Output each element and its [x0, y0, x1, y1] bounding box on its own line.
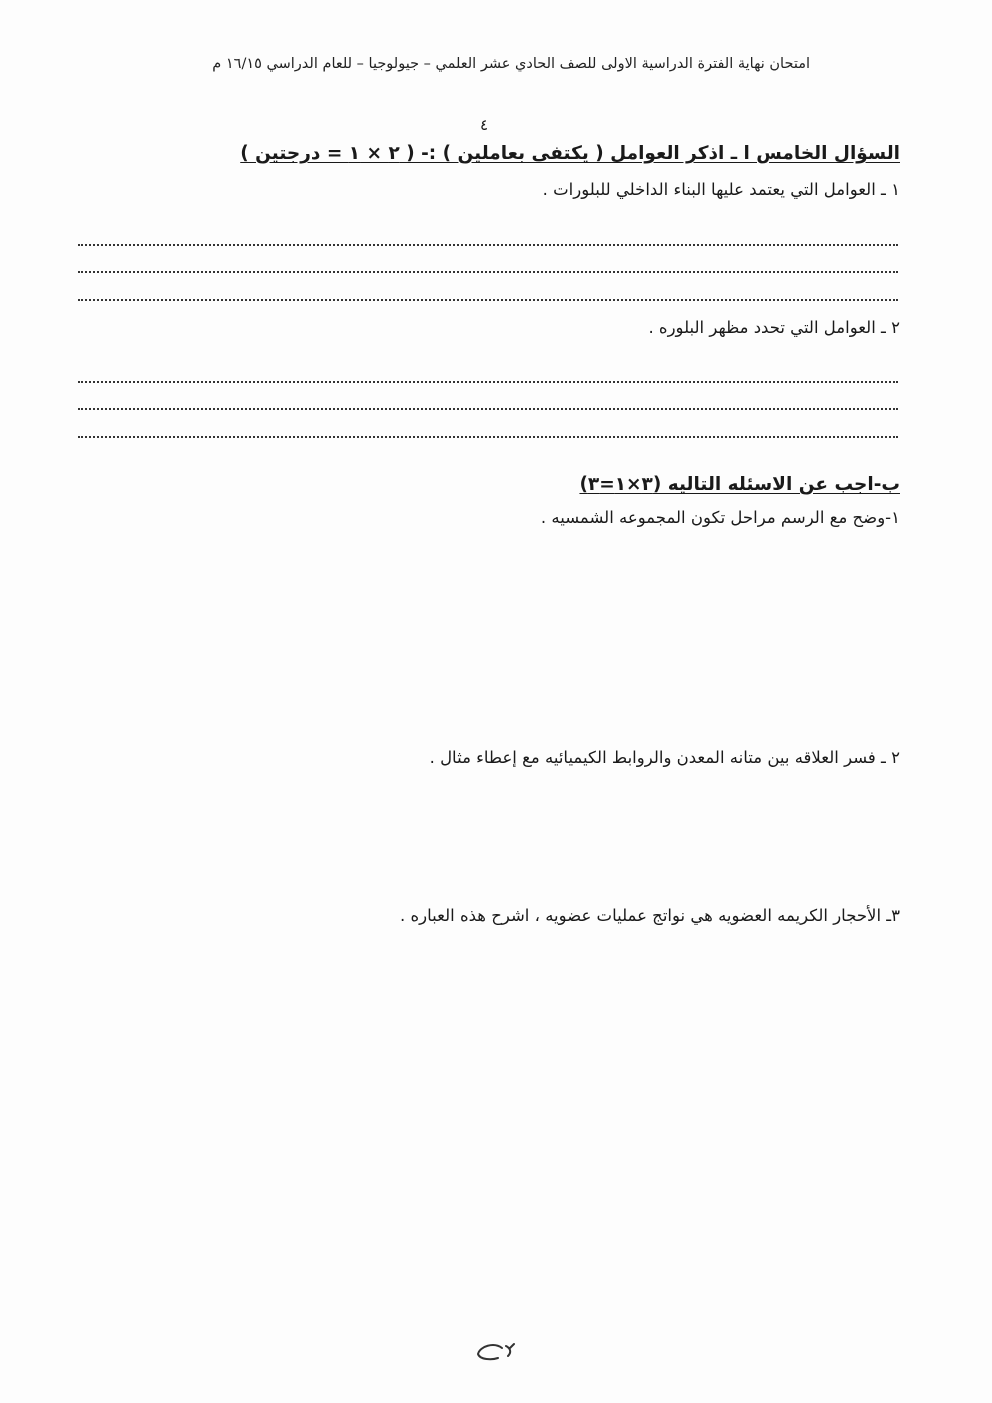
partB-item-1: ١-وضح مع الرسم مراحل تكون المجموعه الشمسيه .: [540, 508, 900, 527]
page-number: ٤: [480, 116, 489, 134]
partB-title: ب-اجب عن الاسئله التاليه (٣×١=٣): [579, 474, 900, 495]
question5-item-1: ١ ـ العوامل التي يعتمد عليها البناء الداخلي للبلورات .: [542, 180, 900, 199]
answer-line: [78, 408, 898, 410]
answer-line: [78, 244, 898, 246]
answer-line: [78, 381, 898, 383]
partB-item-3: ٣ـ الأحجار الكريمه العضويه هي نواتج عمليات عضويه ، اشرح هذه العباره .: [400, 906, 900, 925]
question5-item-2: ٢ ـ العوامل التي تحدد مظهر البلوره .: [648, 318, 900, 337]
answer-line: [78, 299, 898, 301]
exam-header-title: امتحان نهاية الفترة الدراسية الاولى للصف الحادي عشر العلمي – جيولوجيا – للعام الدراسي ١٦/١٥ م: [212, 56, 810, 72]
answer-line: [78, 271, 898, 273]
question5-title: السؤال الخامس ا ـ اذكر العوامل ( يكتفى بعاملين ) :- ( ٢ × ١ = درجتين ): [240, 143, 900, 164]
answer-line: [78, 436, 898, 438]
partB-item-2: ٢ ـ فسر العلاقه بين متانه المعدن والروابط الكيميائيه مع إعطاء مثال .: [429, 748, 900, 767]
handwritten-signature: [466, 1338, 526, 1368]
